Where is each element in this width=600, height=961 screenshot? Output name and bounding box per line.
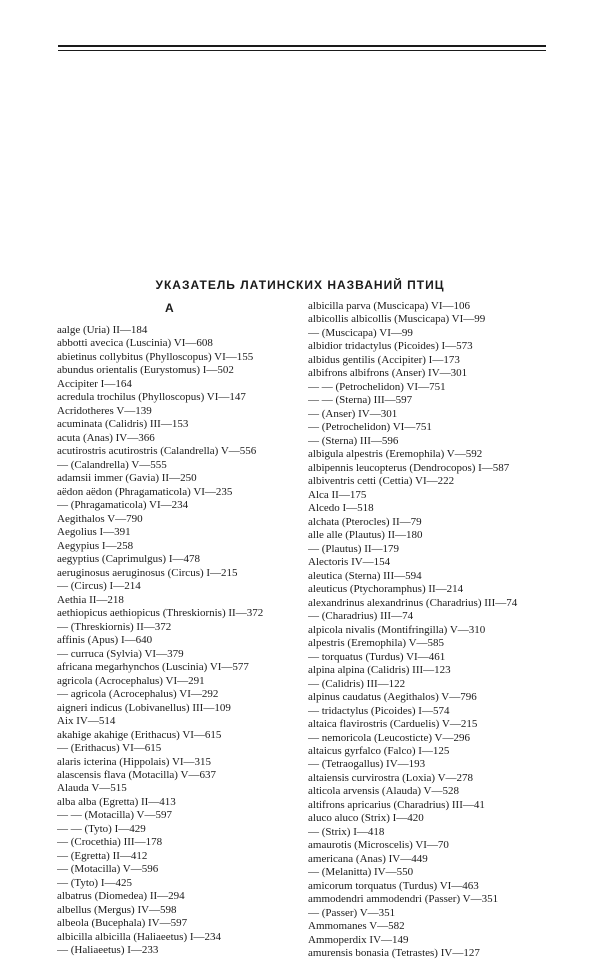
index-entry: affinis (Apus) I—640 [57, 634, 153, 647]
index-entry: — (Anser) IV—301 [308, 407, 398, 420]
index-entry: — torquatus (Turdus) VI—461 [308, 650, 446, 663]
section-spacer [57, 316, 297, 324]
index-entry: aleuticus (Ptychoramphus) II—214 [308, 583, 464, 596]
index-entry: akahige akahige (Erithacus) VI—615 [57, 728, 222, 741]
index-entry: Ammoperdix IV—149 [308, 933, 409, 946]
index-entry: Ammomanes V—582 [308, 920, 405, 933]
index-entry: abbotti avecica (Luscinia) VI—608 [57, 337, 213, 350]
index-entry: Alauda V—515 [57, 782, 127, 795]
index-entry: aeruginosus aeruginosus (Circus) I—215 [57, 566, 238, 579]
index-entry: altaicus gyrfalco (Falco) I—125 [308, 744, 450, 757]
index-entry: albidior tridactylus (Picoides) I—573 [308, 340, 473, 353]
index-entry: alpina alpina (Calidris) III—123 [308, 664, 451, 677]
index-entry: Aix IV—514 [57, 715, 116, 728]
index-entry: aluco aluco (Strix) I—420 [308, 812, 424, 825]
index-entry: — (Melanitta) IV—550 [308, 866, 414, 879]
index-entry: aegyptius (Caprimulgus) I—478 [57, 553, 200, 566]
index-entry: — (Phragamaticola) VI—234 [57, 499, 189, 512]
index-entry: — curruca (Sylvia) VI—379 [57, 647, 184, 660]
index-entry: albatrus (Diomedea) II—294 [57, 890, 185, 903]
index-entry: aleutica (Sterna) III—594 [308, 569, 422, 582]
index-entry: alexandrinus alexandrinus (Charadrius) III—74 [308, 596, 518, 609]
index-entry: — (Plautus) II—179 [308, 542, 400, 555]
index-entry: albiventris cetti (Cettia) VI—222 [308, 475, 455, 488]
entry-list-right [308, 300, 550, 961]
index-entry: alaris icterina (Hippolais) VI—315 [57, 755, 212, 768]
index-entry: abundus orientalis (Eurystomus) I—502 [57, 364, 234, 377]
top-rule-thick [58, 45, 546, 47]
index-entry: — tridactylus (Picoides) I—574 [308, 704, 450, 717]
index-entry: acredula trochilus (Phylloscopus) VI—147 [57, 391, 246, 404]
index-entry: — — (Sterna) III—597 [308, 394, 413, 407]
page-title: УКАЗАТЕЛЬ ЛАТИНСКИХ НАЗВАНИЙ ПТИЦ [155, 278, 445, 292]
index-entry: alba alba (Egretta) II—413 [57, 795, 176, 808]
index-entry: aethiopicus aethiopicus (Threskiornis) II—372 [57, 607, 264, 620]
index-entry: acuta (Anas) IV—366 [57, 431, 155, 444]
index-entry: africana megarhynchos (Luscinia) VI—577 [57, 661, 249, 674]
index-entry: alpinus caudatus (Aegithalos) V—796 [308, 691, 477, 704]
index-entry: Aegolius I—391 [57, 526, 131, 539]
index-entry: albipennis leucopterus (Dendrocopos) I—587 [308, 461, 510, 474]
index-entry: adamsii immer (Gavia) II—250 [57, 472, 197, 485]
index-entry: albidus gentilis (Accipiter) I—173 [308, 353, 460, 366]
index-entry: alchata (Pterocles) II—79 [308, 515, 422, 528]
index-entry: amaurotis (Microscelis) VI—70 [308, 839, 449, 852]
index-entry: albicilla parva (Muscicapa) VI—106 [308, 300, 470, 312]
index-entry: alascensis flava (Motacilla) V—637 [57, 768, 216, 781]
index-entry: acuminata (Calidris) III—153 [57, 418, 189, 431]
index-entry: albellus (Mergus) IV—598 [57, 903, 177, 916]
index-entry: alpicola nivalis (Montifringilla) V—310 [308, 623, 486, 636]
index-entry: albicollis albicollis (Muscicapa) VI—99 [308, 313, 486, 326]
index-entry: — (Passer) V—351 [308, 906, 396, 919]
index-entry: — (Haliaeetus) I—233 [57, 944, 159, 957]
index-entry: Aegypius I—258 [57, 539, 134, 552]
index-entry: — (Crocethia) III—178 [57, 836, 163, 849]
index-entry: — (Motacilla) V—596 [57, 863, 159, 876]
index-entry: — (Egretta) II—412 [57, 849, 148, 862]
index-entry: albeola (Bucephala) IV—597 [57, 917, 188, 930]
index-entry: ammodendri ammodendri (Passer) V—351 [308, 893, 499, 906]
index-entry: — (Circus) I—214 [57, 580, 141, 593]
index-entry: albifrons albifrons (Anser) IV—301 [308, 367, 468, 380]
index-entry: — (Strix) I—418 [308, 825, 385, 838]
index-entry: amicorum torquatus (Turdus) VI—463 [308, 879, 479, 892]
index-entry: Acridotheres V—139 [57, 404, 152, 417]
index-entry: altaiensis curvirostra (Loxia) V—278 [308, 771, 474, 784]
index-entry: — (Sterna) III—596 [308, 434, 399, 447]
index-entry: — (Charadrius) III—74 [308, 610, 414, 623]
index-entry: Aegithalos V—790 [57, 512, 143, 525]
index-entry: alle alle (Plautus) II—180 [308, 529, 423, 542]
index-entry: altifrons apricarius (Charadrius) III—41 [308, 798, 485, 811]
index-entry: acutirostris acutirostris (Calandrella) V—556 [57, 445, 257, 458]
index-entry: — agricola (Acrocephalus) VI—292 [57, 688, 219, 701]
index-entry: — (Petrochelidon) VI—751 [308, 421, 432, 434]
index-entry: Accipiter I—164 [57, 377, 132, 390]
index-entry: americana (Anas) IV—449 [308, 852, 428, 865]
index-entry: abietinus collybitus (Phylloscopus) VI—155 [57, 350, 254, 363]
index-entry: agricola (Acrocephalus) VI—291 [57, 674, 205, 687]
index-column-right [308, 300, 550, 961]
index-entry: — (Calidris) III—122 [308, 677, 406, 690]
index-entry: — (Erithacus) VI—615 [57, 742, 162, 755]
section-letter: А [165, 301, 174, 315]
index-entry: alticola arvensis (Alauda) V—528 [308, 785, 460, 798]
index-entry: — nemoricola (Leucosticte) V—296 [308, 731, 470, 744]
index-entry: aalge (Uria) II—184 [57, 324, 148, 336]
index-entry: altaica flavirostris (Carduelis) V—215 [308, 718, 478, 731]
index-entry: alpestris (Eremophila) V—585 [308, 637, 445, 650]
index-entry: Alectoris IV—154 [308, 556, 391, 569]
index-entry: — (Calandrella) V—555 [57, 458, 167, 471]
index-entry: amurensis bonasia (Tetrastes) IV—127 [308, 947, 480, 960]
entry-list-left [57, 324, 297, 958]
index-entry: — (Tyto) I—425 [57, 876, 132, 889]
index-entry: Alcedo I—518 [308, 502, 374, 515]
index-entry: — — (Motacilla) V—597 [57, 809, 172, 822]
index-entry: albigula alpestris (Eremophila) V—592 [308, 448, 483, 461]
index-entry: aëdon aëdon (Phragamaticola) VI—235 [57, 485, 233, 498]
index-entry: albicilla albicilla (Haliaeetus) I—234 [57, 930, 222, 943]
index-entry: Aethia II—218 [57, 593, 124, 606]
index-column-left [57, 300, 297, 958]
index-entry: — — (Petrochelidon) VI—751 [308, 380, 446, 393]
index-entry: — (Tetraogallus) IV—193 [308, 758, 426, 771]
top-rule-thin [58, 50, 546, 51]
index-entry: — (Threskiornis) II—372 [57, 620, 172, 633]
index-entry: — — (Tyto) I—429 [57, 822, 146, 835]
index-entry: aigneri indicus (Lobivanellus) III—109 [57, 701, 231, 714]
index-entry: Alca II—175 [308, 488, 367, 501]
index-entry: — (Muscicapa) VI—99 [308, 326, 413, 339]
